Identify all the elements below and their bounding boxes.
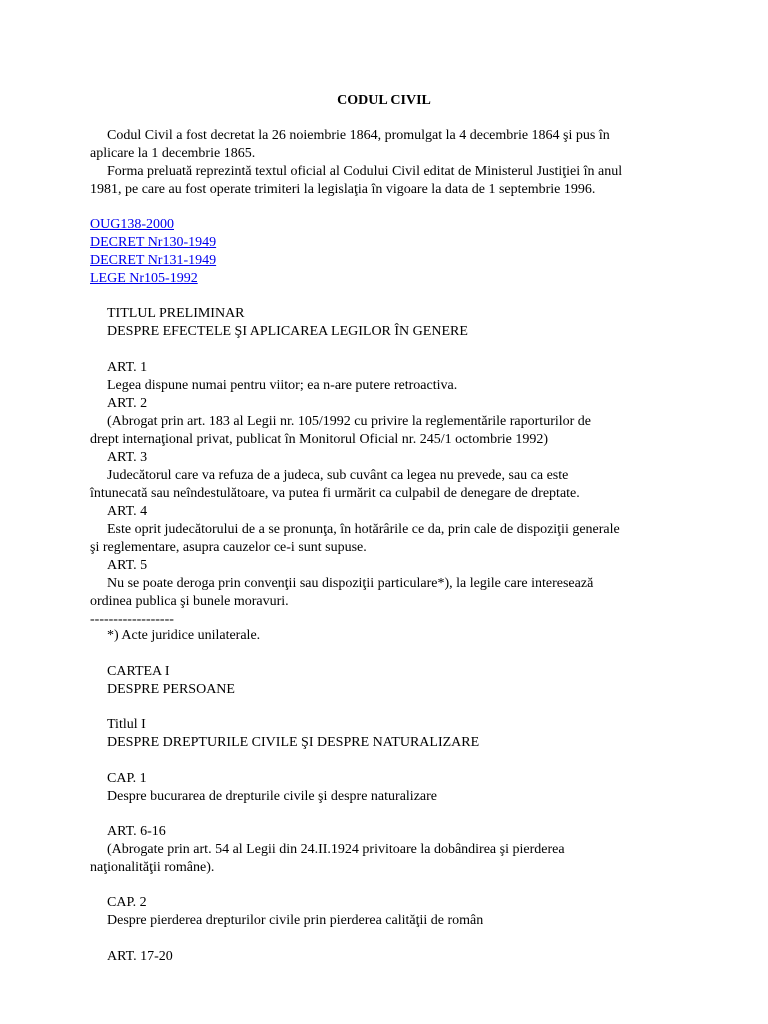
titlul-1-heading: Titlul I xyxy=(107,717,146,732)
art-17-20-label: ART. 17-20 xyxy=(107,949,173,964)
art-4-label: ART. 4 xyxy=(107,504,148,519)
link-decret-130-1949[interactable]: DECRET Nr130-1949 xyxy=(90,235,217,250)
titlul-preliminar-subheading: DESPRE EFECTELE ŞI APLICAREA LEGILOR ÎN GENERE xyxy=(107,324,468,339)
intro-line-4: 1981, pe care au fost operate trimiteri la legislaţia în vigoare la data de 1 septembrie 1996. xyxy=(90,182,596,197)
art-2-label: ART. 2 xyxy=(107,396,148,411)
titlul-preliminar-heading: TITLUL PRELIMINAR xyxy=(107,306,245,321)
art-6-16-label: ART. 6-16 xyxy=(107,824,166,839)
cartea-subheading: DESPRE PERSOANE xyxy=(107,682,235,697)
link-lege-105-1992[interactable]: LEGE Nr105-1992 xyxy=(90,271,198,286)
cap-2-subheading: Despre pierderea drepturilor civile prin pierderea calităţii de român xyxy=(107,913,484,928)
art-5-text-2: ordinea publica şi bunele moravuri. xyxy=(90,594,289,609)
cap-1-subheading: Despre bucurarea de drepturile civile şi despre naturalizare xyxy=(107,789,437,804)
art-4-text-1: Este oprit judecătorului de a se pronunţa, în hotărârile ce da, prin cale de dispoziţii generale xyxy=(107,522,620,537)
document-title: CODUL CIVIL xyxy=(337,93,431,108)
art-3-text-2: întunecată sau neîndestulătoare, va putea fi urmărit ca culpabil de denegare de dreptate. xyxy=(90,486,580,501)
art-6-16-text-1: (Abrogate prin art. 54 al Legii din 24.II.1924 privitoare la dobândirea şi pierderea xyxy=(107,842,565,857)
art-1-text: Legea dispune numai pentru viitor; ea n-are putere retroactiva. xyxy=(107,378,458,393)
intro-line-2: aplicare la 1 decembrie 1865. xyxy=(90,146,256,161)
footnote: *) Acte juridice unilaterale. xyxy=(107,628,261,643)
titlul-1-subheading: DESPRE DREPTURILE CIVILE ŞI DESPRE NATURALIZARE xyxy=(107,735,480,750)
cap-2-heading: CAP. 2 xyxy=(107,895,147,910)
cartea-heading: CARTEA I xyxy=(107,664,170,679)
art-4-text-2: şi reglementare, asupra cauzelor ce-i sunt supuse. xyxy=(90,540,367,555)
intro-line-3: Forma preluată reprezintă textul oficial al Codului Civil editat de Ministerul Justiţiei în anul xyxy=(107,164,623,179)
art-5-text-1: Nu se poate deroga prin convenţii sau dispoziţii particulare*), la legile care interesează xyxy=(107,576,594,591)
art-3-label: ART. 3 xyxy=(107,450,148,465)
link-oug138-2000[interactable]: OUG138-2000 xyxy=(90,217,174,232)
art-5-label: ART. 5 xyxy=(107,558,148,573)
art-2-text-1: (Abrogat prin art. 183 al Legii nr. 105/1992 cu privire la reglementările raporturilor de xyxy=(107,414,592,429)
link-decret-131-1949[interactable]: DECRET Nr131-1949 xyxy=(90,253,217,268)
art-3-text-1: Judecătorul care va refuza de a judeca, sub cuvânt ca legea nu prevede, sau ca este xyxy=(107,468,569,483)
art-6-16-text-2: naţionalităţii române). xyxy=(90,860,215,875)
cap-1-heading: CAP. 1 xyxy=(107,771,147,786)
intro-line-1: Codul Civil a fost decretat la 26 noiembrie 1864, promulgat la 4 decembrie 1864 şi pus în xyxy=(107,128,610,143)
footnote-separator: ------------------ xyxy=(90,612,174,627)
art-2-text-2: drept internaţional privat, publicat în Monitorul Oficial nr. 245/1 octombrie 1992) xyxy=(90,432,549,447)
art-1-label: ART. 1 xyxy=(107,360,148,375)
